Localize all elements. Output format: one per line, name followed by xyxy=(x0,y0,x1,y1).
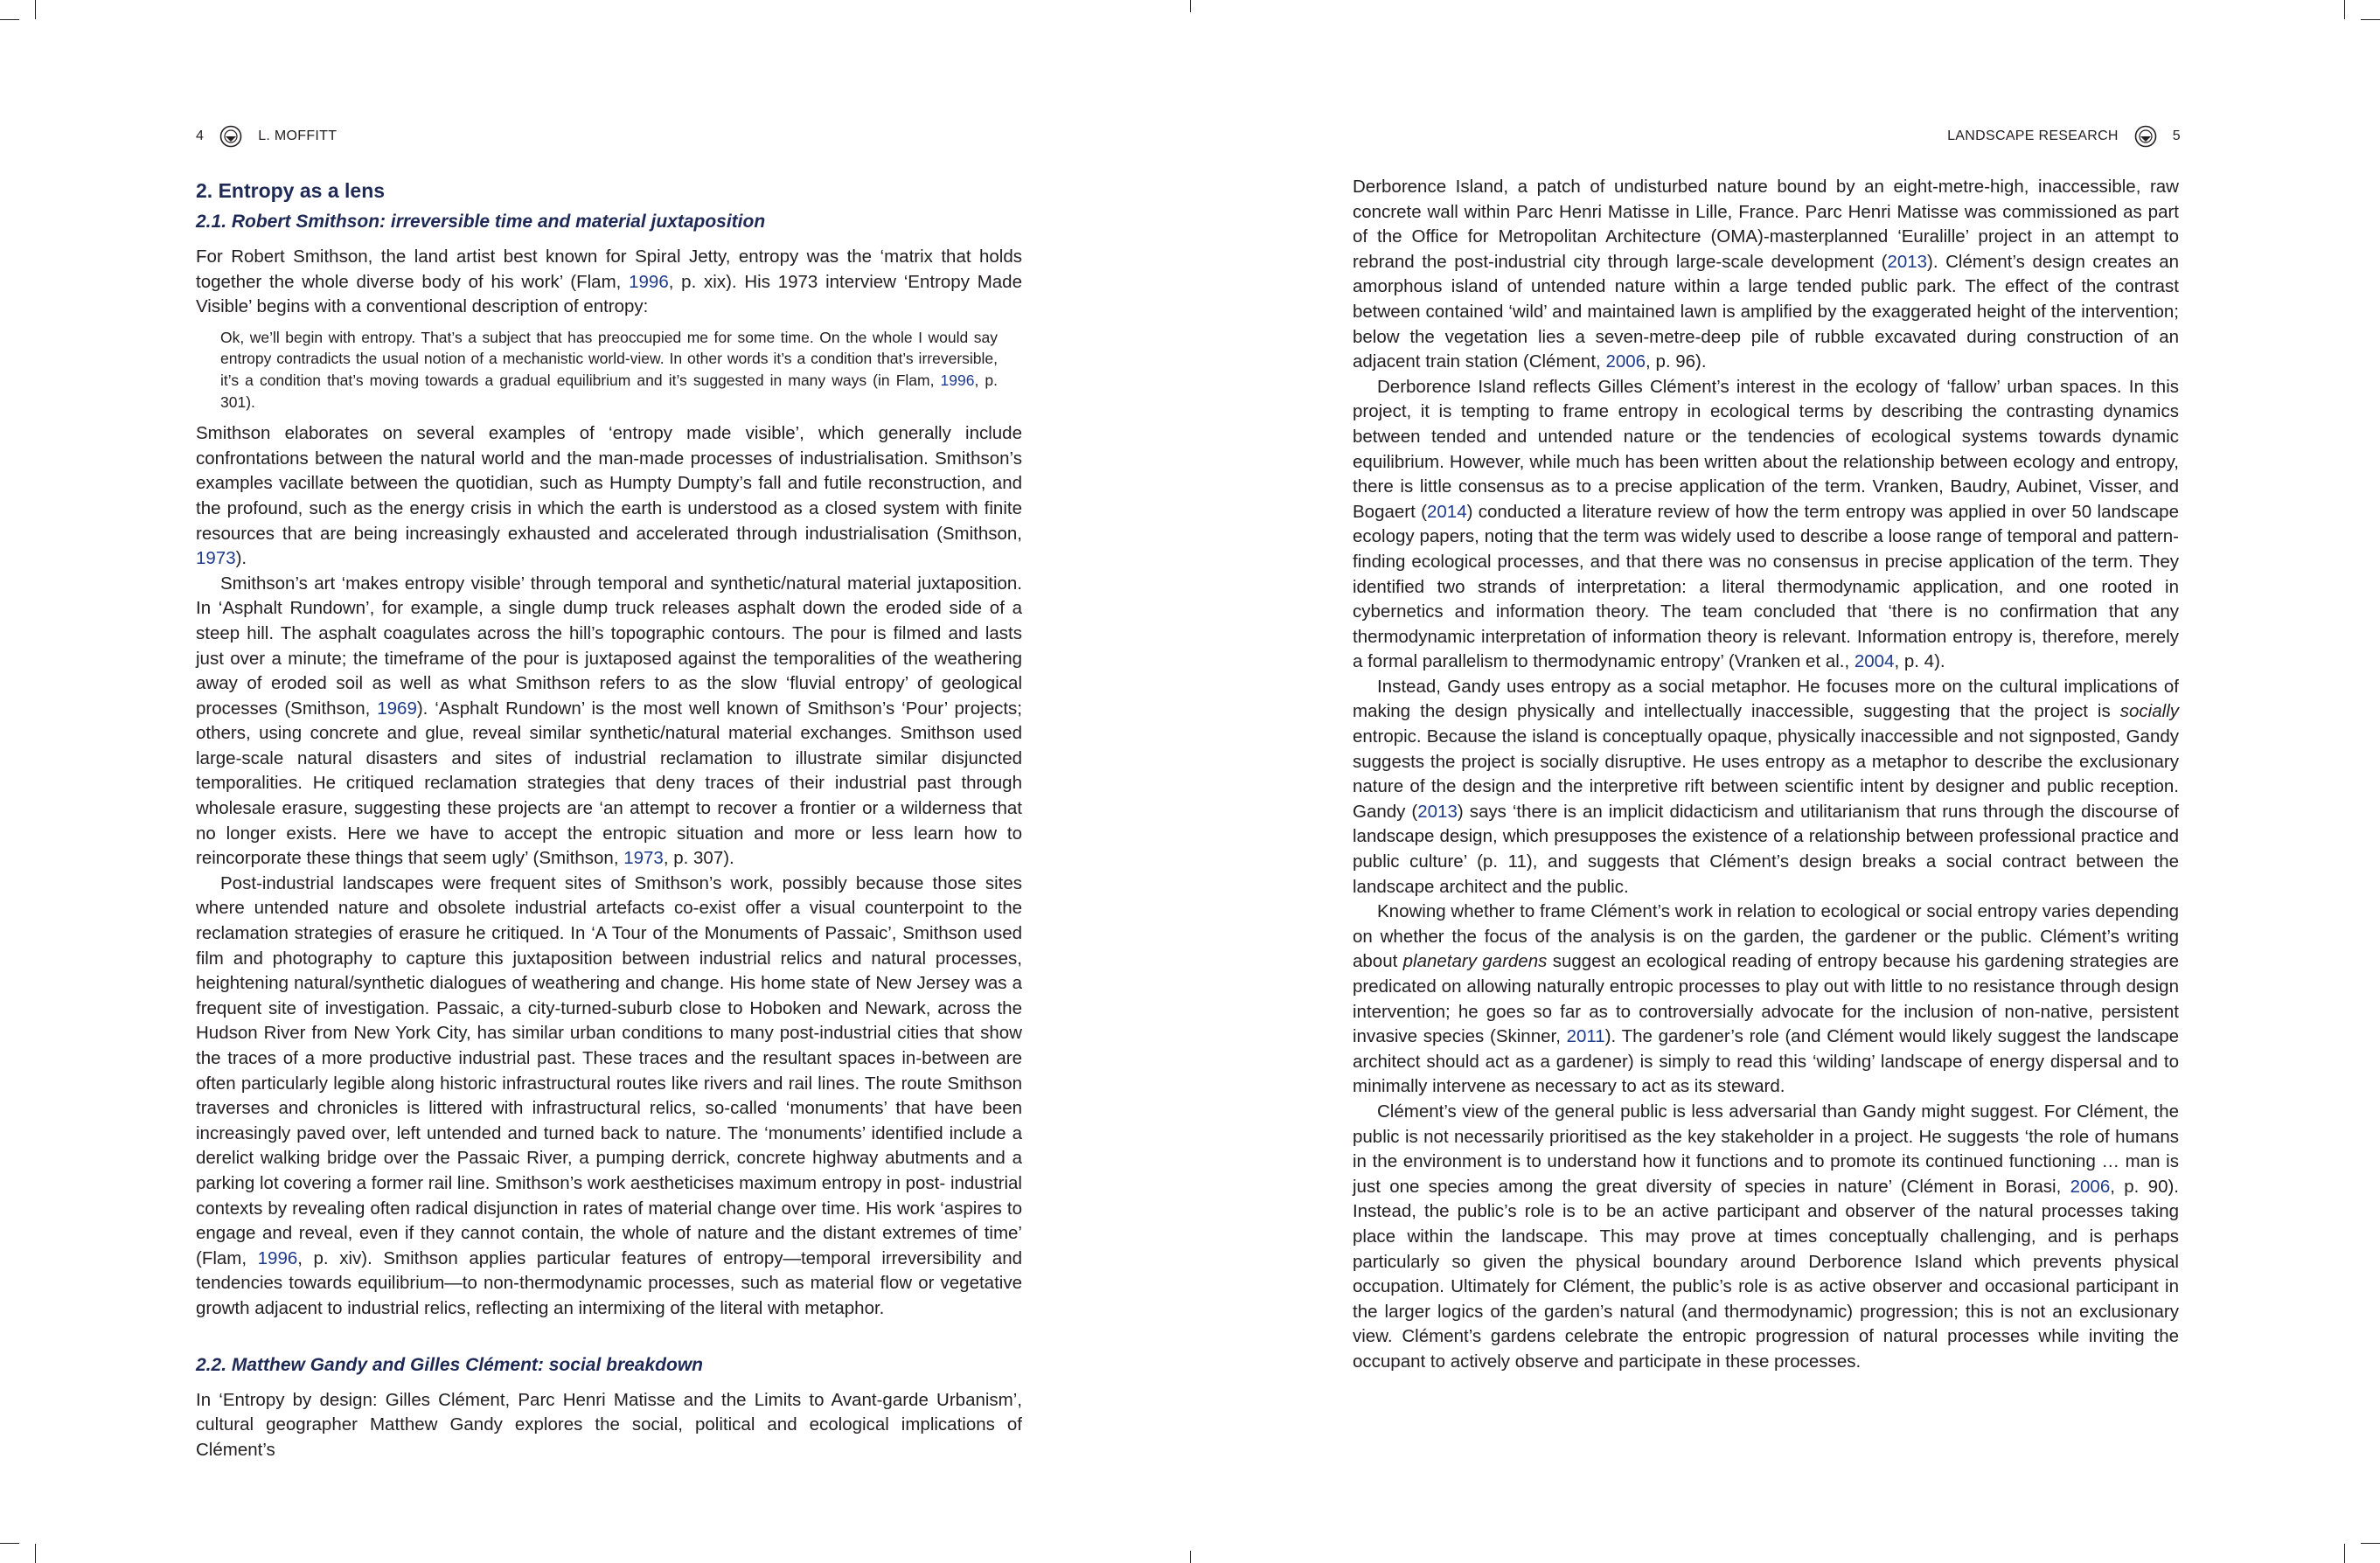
paragraph: Post-industrial landscapes were frequent sites of Smithson’s work, possibly because those sites where untended nature and obsolete industrial artefacts co-exist offer a visual counterpoint to the reclamation strategies of erasure he critiqued. In ‘A Tour of the Monuments of Passaic’, Smithson used film and photography to capture this juxtaposition between industrial relics and natural processes, heightening natural/synthetic dialogues of weathering and change. His home state of New Jersey was a frequent site of investigation. Passaic, a city-turned-suburb close to Hoboken and Newark, across the Hudson River from New York City, has similar urban conditions to many post-industrial cities that show the traces of a more productive industrial past. These traces and the resultant spaces in-between are often particularly legible along historic infrastructural routes like rivers and rail lines. The route Smithson traverses and chronicles is littered with infrastructural relics, so-called ‘monuments’ that have been increasingly paved over, left untended and turned back to nature. The ‘monuments’ identified include a derelict walking bridge over the Passaic River, a pumping derrick, concrete highway abutments and a parking lot covering a former rail line. Smithson’s work aestheticises maximum entropy in post- industrial contexts by revealing often radical disjunction in rates of material change over time. His work ‘aspires to engage and reveal, even if they cannot contain, the whole of nature and the distant extremes of time’ (Flam, 1996, p. xiv). Smithson applies particular features of entropy—temporal irreversibility and tendencies towards equilibrium—to non-thermodynamic processes, such as material flow or vegetative growth adjacent to industrial relics, reflecting an intermixing of the literal with metaphor. xyxy=(196,872,1022,1318)
page-header xyxy=(1947,124,2181,149)
paragraph: For Robert Smithson, the land artist best known for Spiral Jetty, entropy was the ‘matrix that holds together the whole diverse body of his work’ (Flam, 1996, p. xix). His 1973 interview ‘Entropy Made Visible’ begins with a conventional description of entropy: xyxy=(196,247,1022,317)
subsection-heading: 2.1. Robert Smithson: irreversible time and material juxtaposition xyxy=(196,212,766,232)
paragraph: Clément’s view of the general public is less adversarial than Gandy might suggest. For Clément, the public is not necessarily prioritised as the key stakeholder in a project. He suggests ‘the role of humans in the environment is to understand how it functions and to promote its continued functioning … man is just one species among the great diversity of species in nature’ (Clément in Borasi, 2006, p. 90). Instead, the public’s role is to be an active participant and observer of the natural processes taking place within the landscape. This may prove at times conceptually challenging, and is perhaps particularly so given the physical boundary around Derborence Island which prevents physical occupation. Ultimately for Clément, the public’s role is as active observer and occasional participant in the larger logics of the garden’s natural (and thermodynamic) progression; this is not an exclusionary view. Clément’s gardens celebrate the entropic progression of natural processes while inviting the occupant to actively observe and participate in these processes. xyxy=(1353,1101,2179,1372)
paragraph: Smithson’s art ‘makes entropy visible’ through temporal and synthetic/natural material juxtaposition. In ‘Asphalt Rundown’, for example, a single dump truck releases asphalt down the eroded side of a steep hill. The asphalt coagulates across the hill’s topographic contours. The pour is filmed and lasts just over a minute; the timeframe of the pour is juxtaposed against the temporalities of the weathering away of eroded soil as well as what Smithson refers to as the slow ‘fluvial entropy’ of geological processes (Smithson, 1969). ‘Asphalt Rundown’ is the most well known of Smithson’s ‘Pour’ projects; others, using concrete and glue, reveal similar synthetic/natural material exchanges. Smithson used large-scale natural disasters and sites of industrial reclamation to illustrate similar disjuncted temporalities. He critiqued reclamation strategies that deny traces of their industrial past through wholesale erasure, suggesting these projects are ‘an attempt to recover a frontier or a wilderness that no longer exists. Here we have to accept the entropic situation and more or less learn how to reincorporate these things that seem ugly’ (Smithson, 1973, p. 307). xyxy=(196,573,1022,869)
section-heading: 2. Entropy as a lens xyxy=(196,179,386,202)
citation-link[interactable]: 1969 xyxy=(377,698,417,719)
paragraph: Smithson elaborates on several examples of ‘entropy made visible’, which generally include confrontations between the natural world and the man-made processes of industrialisation. Smithson’s examples vacillate between the quotidian, such as Humpty Dumpty’s fall and futile reconstruction, and the profound, such as the energy crisis in which the earth is understood as a closed system with finite resources that are being increasingly exhausted and accelerated through industrialisation (Smithson, 1973). xyxy=(196,423,1022,569)
paragraph: Knowing whether to frame Clément’s work in relation to ecological or social entropy varies depending on whether the focus of the analysis is on the garden, the gardener or the public. Clément’s writing about planetary gardens suggest an ecological reading of entropy because his gardening strategies are predicated on allowing naturally entropic processes to play out with little to no resistance through design intervention; he goes so far as to controversially advocate for the inclusion of non-native, persistent invasive species (Skinner, 2011). The gardener’s role (and Clément would likely suggest the landscape architect should act as a gardener) is simply to read this ‘wilding’ landscape of energy dispersal and to minimally intervene as necessary to act as its steward. xyxy=(1353,901,2179,1097)
citation-link[interactable]: 2006 xyxy=(2070,1176,2111,1197)
citation-link[interactable]: 1973 xyxy=(623,848,664,869)
text-column xyxy=(196,175,1022,1462)
citation-link[interactable]: 1996 xyxy=(629,271,669,292)
citation-link[interactable]: 2013 xyxy=(1417,801,1458,822)
running-head: LANDSCAPE RESEARCH xyxy=(1947,129,2119,143)
paragraph: Instead, Gandy uses entropy as a social metaphor. He focuses more on the cultural implications of making the design physically and intellectually inaccessible, suggesting that the project is socially entropic. Because the island is conceptually opaque, physically inaccessible and not signposted, Gandy suggests the project is socially disruptive. He uses entropy as a metaphor to describe the exclusionary nature of the design and the interpretive rift between scientific intent by designer and public reception. Gandy (2013) says ‘there is an implicit didacticism and utilitarianism that runs through the discourse of landscape design, which presupposes the existence of a relationship between professional practice and public culture’ (p. 11), and suggests that Clément’s design breaks a social contract between the landscape architect and the public. xyxy=(1353,676,2180,897)
paragraph: Derborence Island, a patch of undisturbed nature bound by an eight-metre-high, inaccessible, raw concrete wall within Parc Henri Matisse in Lille, France. Parc Henri Matisse was commissioned as part of the Office for Metropolitan Architecture (OMA)-masterplanned ‘Euralille’ project in an attempt to rebrand the post-industrial city through large-scale development (2013). Clément’s design creates an amorphous island of untended nature within a large tended public park. The effect of the contrast between contained ‘wild’ and maintained lawn is amplified by the exaggerated height of the intervention; below the vegetation lies a seven-metre-deep pile of rubble excavated during construction of an adjacent train station (Clément, 2006, p. 96). xyxy=(1353,177,2179,372)
citation-link[interactable]: 1996 xyxy=(940,371,975,389)
citation-link[interactable]: 2006 xyxy=(1605,351,1646,372)
citation-link[interactable]: 1996 xyxy=(257,1247,298,1268)
paragraph: Derborence Island reflects Gilles Clément’s interest in the ecology of ‘fallow’ urban spaces. In this project, it is tempting to frame entropy in ecological terms by describing the contrasting dynamics between tended and untended nature or the tendencies of ecological systems towards dynamic equilibrium. However, while much has been written about the relationship between ecology and entropy, there is little consensus as to a precise application of the term. Vranken, Baudry, Aubinet, Visser, and Bogaert (2014) conducted a literature review of how the term entropy was applied in over 50 landscape ecology papers, noting that the term was widely used to describe a loose range of temporal and pattern-finding ecological processes, and that there was no consensus in precise application of the term. They identified two strands of interpretation: a literal thermodynamic application, and one rooted in cybernetics and information theory. The team concluded that ‘there is no confirmation that any thermodynamic interpretation of information theory is relevant. Information entropy is, therefore, merely a formal parallelism to thermodynamic entropy’ (Vranken et al., 2004, p. 4). xyxy=(1353,376,2179,672)
citation-link[interactable]: 2014 xyxy=(1426,501,1467,522)
citation-link[interactable]: 1973 xyxy=(196,548,236,569)
right-page xyxy=(1190,0,2380,1563)
block-quote: Ok, we’ll begin with entropy. That’s a subject that has preoccupied me for some time. On the whole I would say entropy contradicts the usual notion of a mechanistic world-view. In other words it’s a condition that’s irreversible, it’s a condition that’s moving towards a gradual equilibrium and it’s suggested in many ways (in Flam, 1996, p. 301). xyxy=(220,328,998,411)
paragraph: In ‘Entropy by design: Gilles Clément, Parc Henri Matisse and the Limits to Avant-garde Urbanism’, cultural geographer Matthew Gandy explores the social, political and ecological implications of Clément’s xyxy=(196,1389,1022,1460)
page-number: 4 xyxy=(196,129,205,143)
text-column xyxy=(1353,175,2179,1375)
page-number: 5 xyxy=(2172,129,2181,143)
subsection-heading: 2.2. Matthew Gandy and Gilles Clément: social breakdown xyxy=(196,1354,703,1375)
citation-link[interactable]: 2011 xyxy=(1566,1026,1605,1047)
running-head: L. MOFFITT xyxy=(258,129,338,143)
journal-roundel-icon xyxy=(219,125,242,148)
citation-link[interactable]: 2004 xyxy=(1854,651,1895,672)
citation-link[interactable]: 2013 xyxy=(1887,251,1928,272)
journal-roundel-icon xyxy=(2134,125,2157,148)
page-header xyxy=(196,124,337,149)
